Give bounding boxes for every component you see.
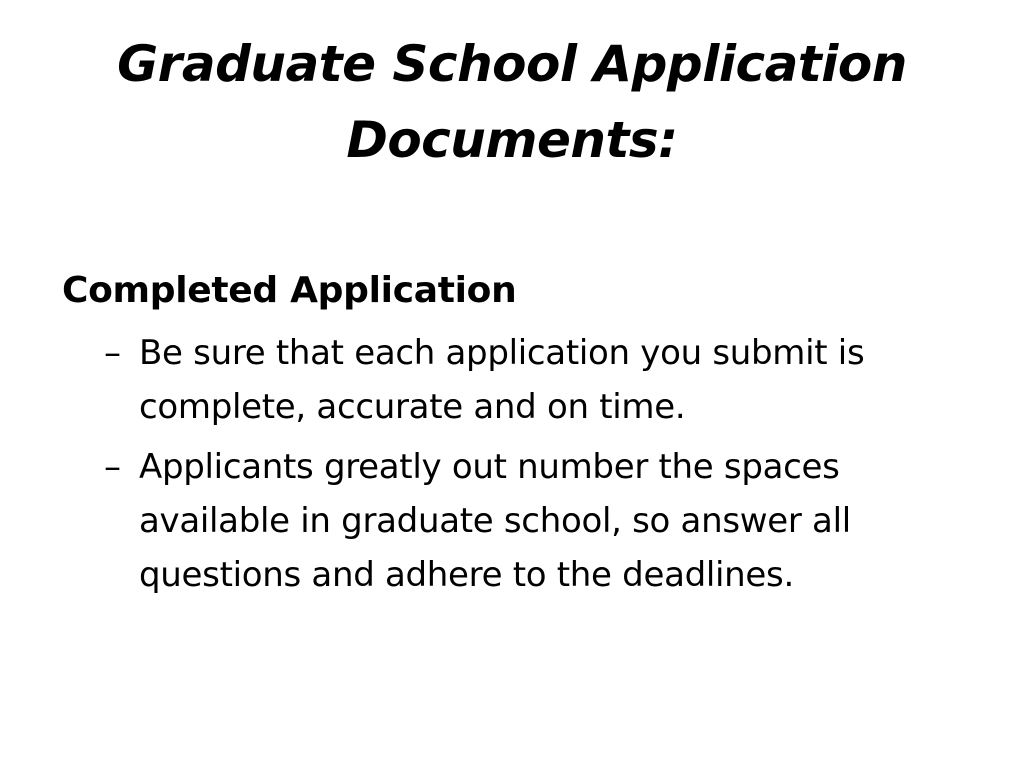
bullet-dash: – [104,447,121,487]
bullet-list [62,326,962,602]
bullet-item [62,440,962,602]
bullet-text: Be sure that each application you submit is complete, accurate and on time. [139,333,865,427]
bullet-dash: – [104,333,121,373]
slide-title: Graduate School Application Documents: [117,35,907,169]
section-heading: Completed Application [62,270,517,311]
bullet-item [62,326,962,434]
bullet-text: Applicants greatly out number the spaces available in graduate school, so answer all questions and adhere to the deadlines. [139,447,851,595]
slide-body [62,262,962,602]
